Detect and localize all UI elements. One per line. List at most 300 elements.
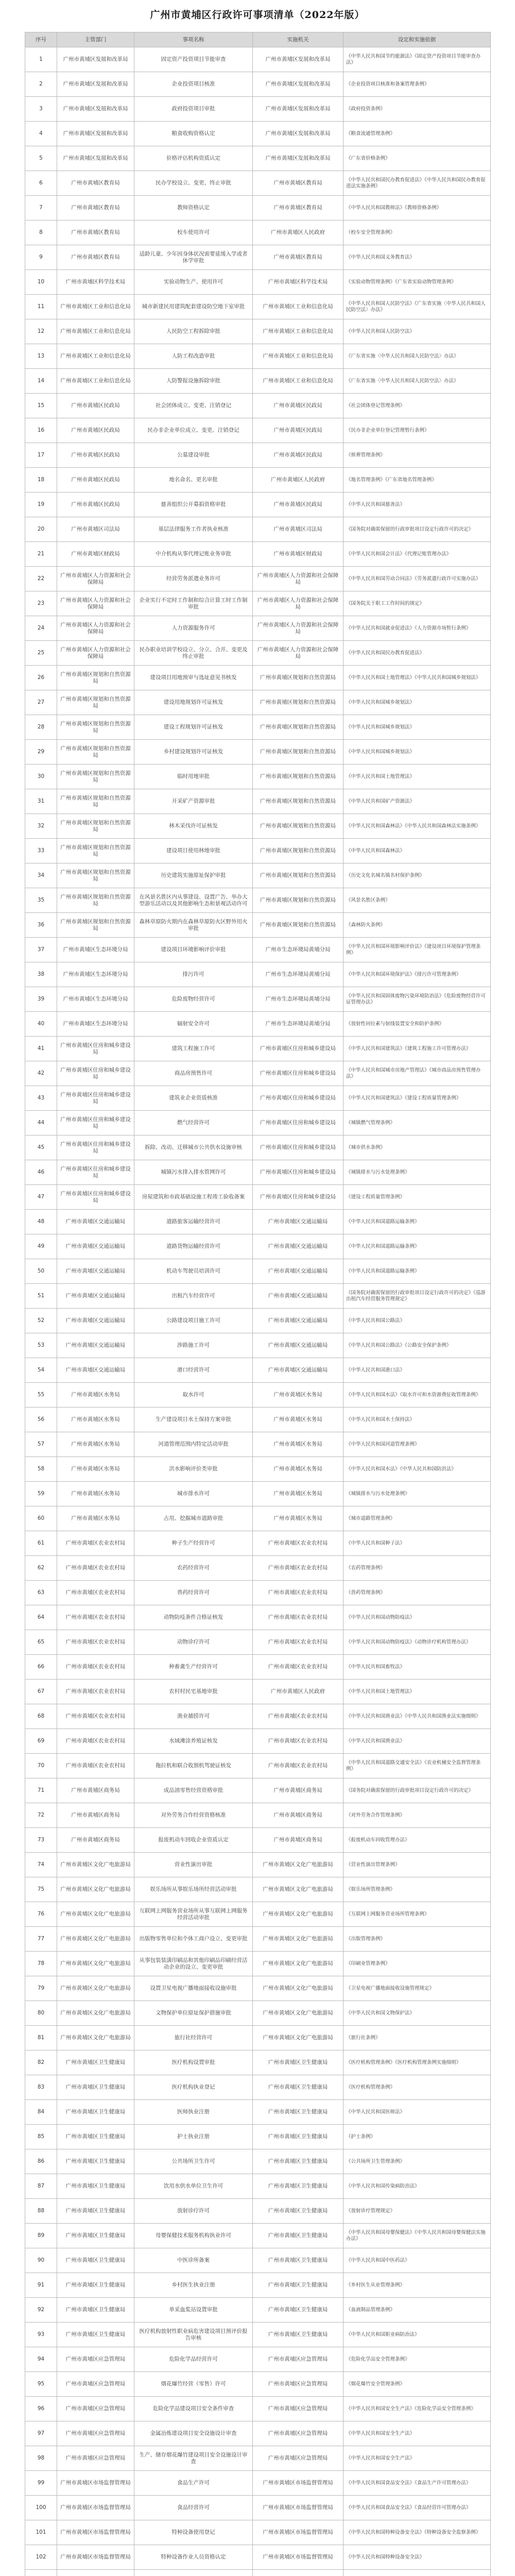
row-implementing-org: 广州市黄埔区规划和自然资源局: [253, 740, 344, 765]
row-implementing-org: 广州市黄埔区文化广电旅游局: [253, 2026, 344, 2050]
table-row: [25, 1234, 491, 1259]
row-number: 12: [25, 319, 57, 344]
row-implementing-org: 广州市黄埔区教育局: [253, 196, 344, 221]
table-row: [25, 2174, 491, 2199]
row-implementing-org: 广州市黄埔区发展和改革局: [253, 122, 344, 146]
row-item-name: 生产、储存烟花爆竹建设项目安全设施设计审查: [134, 2446, 253, 2471]
table-row: [25, 1680, 491, 1704]
row-legal-basis: 《烟花爆竹安全管理条例》: [344, 2372, 491, 2397]
table-row: [25, 2248, 491, 2273]
row-department: 广州市黄埔区规划和自然资源局: [57, 814, 134, 839]
row-item-name: 中医诊所备案: [134, 2248, 253, 2273]
row-department: 广州市黄埔区工业和信息化局: [57, 344, 134, 369]
row-implementing-org: 广州市黄埔区文化广电旅游局: [253, 1976, 344, 2001]
row-implementing-org: 广州市黄埔区工业和信息化局: [253, 295, 344, 319]
row-item-name: 民办学校设立、变更、终止审批: [134, 171, 253, 196]
row-implementing-org: 广州市黄埔区住房和城乡建设局: [253, 1037, 344, 1061]
row-legal-basis: 《报废机动车回收管理办法》: [344, 1828, 491, 1853]
row-legal-basis: 《广东省实施〈中华人民共和国人民防空法〉办法》: [344, 369, 491, 394]
row-department: 广州市黄埔区农业农村局: [57, 1605, 134, 1630]
row-department: 广州市黄埔区水务局: [57, 1482, 134, 1506]
row-number: 9: [25, 245, 57, 270]
table-row: [25, 171, 491, 196]
row-item-name: 在风景名胜区内从事建设、设置广告、举办大型游乐活动以及其他影响生态和景观活动许可: [134, 888, 253, 913]
table-row: [25, 2446, 491, 2471]
row-department: 广州市黄埔区文化广电旅游局: [57, 1853, 134, 1877]
row-item-name: 营业性演出审批: [134, 1853, 253, 1877]
table-row: [25, 1259, 491, 1284]
row-implementing-org: 广州市黄埔区文化广电旅游局: [253, 1952, 344, 1976]
row-implementing-org: 广州市黄埔区规划和自然资源局: [253, 913, 344, 938]
row-implementing-org: 广州市黄埔区应急管理局: [253, 2397, 344, 2421]
row-number: 47: [25, 1185, 57, 1210]
row-legal-basis: 《中华人民共和国节约能源法》《固定资产投资项目节能审查办法》: [344, 47, 491, 72]
row-item-name: 出版物零售单位和个体工商户设立、变更审批: [134, 1927, 253, 1952]
row-legal-basis: 《中华人民共和国道路运输条例》: [344, 1259, 491, 1284]
row-number: 16: [25, 418, 57, 443]
row-legal-basis: 《农药管理条例》: [344, 1556, 491, 1581]
row-implementing-org: 广州市黄埔区农业农村局: [253, 1556, 344, 1581]
row-legal-basis: 《旅行社条例》: [344, 2026, 491, 2050]
row-item-name: 特种设备作业人员资格认定: [134, 2545, 253, 2570]
row-item-name: 粮食收购资格认定: [134, 122, 253, 146]
row-item-name: 人防工程改造审批: [134, 344, 253, 369]
row-item-name: 烟花爆竹经营（零售）许可: [134, 2372, 253, 2397]
row-implementing-org: 广州市黄埔区规划和自然资源局: [253, 690, 344, 715]
row-legal-basis: 《中华人民共和国建筑法》《建筑工程施工许可管理办法》: [344, 1037, 491, 1061]
row-item-name: 渔业捕捞许可: [134, 1704, 253, 1729]
row-implementing-org: 广州市黄埔区住房和城乡建设局: [253, 1086, 344, 1111]
row-number: 15: [25, 394, 57, 418]
row-department: 广州市黄埔区卫生健康局: [57, 2248, 134, 2273]
row-item-name: 慈善组织公开募捐资格审批: [134, 493, 253, 517]
row-implementing-org: 广州市黄埔区住房和城乡建设局: [253, 1061, 344, 1086]
row-number: 61: [25, 1531, 57, 1556]
row-number: 89: [25, 2224, 57, 2248]
row-item-name: 种子生产经营许可: [134, 1531, 253, 1556]
row-number: 63: [25, 1581, 57, 1605]
row-number: 64: [25, 1605, 57, 1630]
row-number: 79: [25, 1976, 57, 2001]
table-row: [25, 2125, 491, 2149]
row-implementing-org: 广州市黄埔区人民政府: [253, 221, 344, 245]
row-legal-basis: 《民办非企业单位登记管理暂行条例》: [344, 418, 491, 443]
row-number: 81: [25, 2026, 57, 2050]
table-row: [25, 72, 491, 97]
row-item-name: 设置卫星电视广播地面接收设施审批: [134, 1976, 253, 2001]
row-department: 广州市黄埔区卫生健康局: [57, 2224, 134, 2248]
row-department: 广州市黄埔区规划和自然资源局: [57, 913, 134, 938]
row-legal-basis: 《中华人民共和国中医药法》: [344, 2248, 491, 2273]
row-legal-basis: 《实验动物管理条例》《广东省实验动物管理条例》: [344, 270, 491, 295]
row-number: 90: [25, 2248, 57, 2273]
row-item-name: 洪水影响评价类审批: [134, 1457, 253, 1482]
row-implementing-org: 广州市黄埔区水务局: [253, 1408, 344, 1432]
row-implementing-org: 广州市黄埔区教育局: [253, 245, 344, 270]
row-number: 28: [25, 715, 57, 740]
row-legal-basis: 《娱乐场所管理条例》: [344, 1877, 491, 1902]
row-item-name: 医疗机构设置审批: [134, 2050, 253, 2075]
row-number: 88: [25, 2199, 57, 2224]
row-department: 广州市黄埔区文化广电旅游局: [57, 1902, 134, 1927]
row-item-name: 企业实行不定时工作制和综合计算工时工作制审批: [134, 591, 253, 616]
table-row: [25, 245, 491, 270]
row-department: 广州市黄埔区发展和改革局: [57, 122, 134, 146]
row-implementing-org: 广州市黄埔区工业和信息化局: [253, 369, 344, 394]
table-row: [25, 1210, 491, 1234]
row-legal-basis: 《社会团体登记管理条例》: [344, 394, 491, 418]
row-item-name: 母婴保健技术服务机构执业许可: [134, 2224, 253, 2248]
table-row: [25, 2570, 491, 2576]
table-row: [25, 814, 491, 839]
row-implementing-org: 广州市黄埔区人力资源和社会保障局: [253, 616, 344, 641]
row-number: 56: [25, 1408, 57, 1432]
row-implementing-org: 广州市黄埔区文化广电旅游局: [253, 1902, 344, 1927]
table-row: [25, 2298, 491, 2323]
row-department: 广州市黄埔区卫生健康局: [57, 2298, 134, 2323]
row-item-name: 成品油零售经营资格审批: [134, 1778, 253, 1803]
row-legal-basis: 《国务院对确需保留的行政审批项目设定行政许可的决定》《巡游出租汽车经营服务管理规定》: [344, 1284, 491, 1309]
row-number: 19: [25, 493, 57, 517]
row-item-name: 地名命名、更名审批: [134, 468, 253, 493]
row-item-name: 社会团体成立、变更、注销登记: [134, 394, 253, 418]
table-row: [25, 1383, 491, 1408]
row-legal-basis: 《中华人民共和国文物保护法》: [344, 2001, 491, 2026]
row-implementing-org: 广州市黄埔区住房和城乡建设局: [253, 1111, 344, 1136]
row-department: 广州市黄埔区发展和改革局: [57, 146, 134, 171]
row-department: 广州市黄埔区民政局: [57, 443, 134, 468]
table-row: [25, 2001, 491, 2026]
row-item-name: 政府投资项目审批: [134, 97, 253, 122]
row-legal-basis: 《中华人民共和国固体废物污染环境防治法》《危险废物经营许可证管理办法》: [344, 987, 491, 1012]
row-implementing-org: 广州市黄埔区人力资源和社会保障局: [253, 591, 344, 616]
row-department: 广州市黄埔区交通运输局: [57, 1333, 134, 1358]
row-legal-basis: 《中华人民共和国环境保护法》《排污许可管理条例》: [344, 962, 491, 987]
row-legal-basis: 《中华人民共和国森林法》《中华人民共和国森林法实施条例》: [344, 814, 491, 839]
row-department: 广州市黄埔区水务局: [57, 1383, 134, 1408]
row-legal-basis: 《国务院关于职工工作时间的规定》: [344, 591, 491, 616]
row-number: 6: [25, 171, 57, 196]
row-number: 84: [25, 2100, 57, 2125]
row-implementing-org: 广州市黄埔区交通运输局: [253, 1333, 344, 1358]
table-row: [25, 221, 491, 245]
row-number: 74: [25, 1853, 57, 1877]
row-implementing-org: 广州市黄埔区民政局: [253, 443, 344, 468]
table-row: [25, 1333, 491, 1358]
row-number: 34: [25, 863, 57, 888]
row-item-name: 互联网上网服务营业场所从事互联网上网服务经营活动审批: [134, 1902, 253, 1927]
table-row: [25, 2075, 491, 2100]
table-row: [25, 517, 491, 542]
row-department: 广州市黄埔区人力资源和社会保障局: [57, 616, 134, 641]
row-implementing-org: 广州市生态环境局黄埔分局: [253, 987, 344, 1012]
row-number: 73: [25, 1828, 57, 1853]
table-row: [25, 1853, 491, 1877]
row-legal-basis: 《中华人民共和国建筑法》《建设工程质量管理条例》: [344, 1086, 491, 1111]
row-department: 广州市黄埔区发展和改革局: [57, 47, 134, 72]
row-item-name: 燃气经营许可: [134, 1111, 253, 1136]
table-row: [25, 1605, 491, 1630]
row-item-name: 建设用地规划许可证核发: [134, 690, 253, 715]
row-legal-basis: 《中华人民共和国人民防空法》《广东省实施〈中华人民共和国人民防空法〉办法》: [344, 295, 491, 319]
row-legal-basis: 《中华人民共和国食品安全法》《食品生产许可管理办法》: [344, 2471, 491, 2496]
table-row: [25, 839, 491, 863]
row-item-name: 建筑工程施工许可: [134, 1037, 253, 1061]
row-implementing-org: 广州市黄埔区发展和改革局: [253, 47, 344, 72]
row-number: 96: [25, 2397, 57, 2421]
header-department: 主管部门: [57, 32, 134, 47]
row-legal-basis: 《政府投资条例》: [344, 97, 491, 122]
row-implementing-org: 广州市黄埔区文化广电旅游局: [253, 2001, 344, 2026]
row-implementing-org: 广州市黄埔区交通运输局: [253, 1210, 344, 1234]
row-item-name: 取水许可: [134, 1383, 253, 1408]
table-row: [25, 1952, 491, 1976]
row-item-name: 基层法律服务工作者执业核准: [134, 517, 253, 542]
row-item-name: 经营劳务派遣业务许可: [134, 567, 253, 591]
row-item-name: 民办职业培训学校设立、分立、合并、变更及终止审批: [134, 641, 253, 666]
row-legal-basis: 《医疗机构管理条例》: [344, 2075, 491, 2100]
row-legal-basis: 《中华人民共和国环境影响评价法》《建设项目环境保护管理条例》: [344, 938, 491, 962]
row-legal-basis: 《医疗机构管理条例》《医疗机构管理条例实施细则》: [344, 2050, 491, 2075]
row-item-name: 建筑业企业资质核准: [134, 1086, 253, 1111]
row-implementing-org: 广州市黄埔区教育局: [253, 171, 344, 196]
row-number: 14: [25, 369, 57, 394]
row-department: 广州市黄埔区工业和信息化局: [57, 319, 134, 344]
row-implementing-org: 广州市黄埔区规划和自然资源局: [253, 888, 344, 913]
row-department: 广州市黄埔区商务局: [57, 1803, 134, 1828]
row-number: 68: [25, 1704, 57, 1729]
table-row: [25, 1630, 491, 1655]
row-number: 102: [25, 2545, 57, 2570]
row-department: 广州市黄埔区住房和城乡建设局: [57, 1086, 134, 1111]
row-number: 29: [25, 740, 57, 765]
table-row: [25, 987, 491, 1012]
row-department: 广州市黄埔区交通运输局: [57, 1284, 134, 1309]
row-department: 广州市黄埔区规划和自然资源局: [57, 789, 134, 814]
row-department: 广州市黄埔区应急管理局: [57, 2397, 134, 2421]
row-number: 95: [25, 2372, 57, 2397]
table-row: [25, 2545, 491, 2570]
table-row: [25, 47, 491, 72]
row-department: 广州市黄埔区交通运输局: [57, 1234, 134, 1259]
row-legal-basis: 《城市供水条例》: [344, 1136, 491, 1160]
row-legal-basis: 《中华人民共和国劳动合同法》《劳务派遣行政许可实施办法》: [344, 567, 491, 591]
table-row: [25, 1556, 491, 1581]
row-legal-basis: 《中华人民共和国土地管理法》: [344, 765, 491, 789]
row-number: 24: [25, 616, 57, 641]
row-item-name: 辐射安全许可: [134, 1012, 253, 1037]
row-number: 45: [25, 1136, 57, 1160]
row-number: 8: [25, 221, 57, 245]
row-number: 100: [25, 2496, 57, 2520]
row-item-name: 医师执业注册: [134, 2100, 253, 2125]
row-number: 35: [25, 888, 57, 913]
table-row: [25, 863, 491, 888]
table-row: [25, 542, 491, 567]
table-row: [25, 295, 491, 319]
row-implementing-org: 广州市黄埔区交通运输局: [253, 1358, 344, 1383]
row-legal-basis: 《中华人民共和国就业促进法》《人力资源市场暂行条例》: [344, 616, 491, 641]
row-legal-basis: 《中华人民共和国食品安全法》《食品经营许可管理办法》: [344, 2496, 491, 2520]
row-number: 7: [25, 196, 57, 221]
row-implementing-org: 广州市黄埔区农业农村局: [253, 1630, 344, 1655]
row-number: 69: [25, 1729, 57, 1754]
table-row: [25, 1309, 491, 1333]
row-legal-basis: 《中华人民共和国渔业法》: [344, 1729, 491, 1754]
row-department: 广州市黄埔区规划和自然资源局: [57, 888, 134, 913]
row-legal-basis: 《中华人民共和国道路运输条例》: [344, 1210, 491, 1234]
row-number: 53: [25, 1333, 57, 1358]
row-number: 3: [25, 97, 57, 122]
row-number: 38: [25, 962, 57, 987]
row-number: 22: [25, 567, 57, 591]
table-row: [25, 2199, 491, 2224]
row-department: 广州市黄埔区文化广电旅游局: [57, 2001, 134, 2026]
row-item-name: 公共场所卫生许可: [134, 2149, 253, 2174]
row-legal-basis: 《城市道路管理条例》: [344, 1506, 491, 1531]
table-row: [25, 1581, 491, 1605]
table-row: [25, 2323, 491, 2347]
row-item-name: 港口经营许可: [134, 1358, 253, 1383]
row-department: 广州市黄埔区水务局: [57, 1506, 134, 1531]
row-item-name: 房屋建筑和市政基础设施工程竣工验收备案: [134, 1185, 253, 1210]
row-number: 99: [25, 2471, 57, 2496]
table-row: [25, 1976, 491, 2001]
row-implementing-org: 广州市黄埔区农业农村局: [253, 1531, 344, 1556]
row-implementing-org: 广州市黄埔区卫生健康局: [253, 2199, 344, 2224]
row-department: 广州市黄埔区农业农村局: [57, 1581, 134, 1605]
table-row: [25, 146, 491, 171]
table-row: [25, 1482, 491, 1506]
row-item-name: 危险废物经营许可: [134, 987, 253, 1012]
table-row: [25, 2520, 491, 2545]
row-department: 广州市黄埔区商务局: [57, 1778, 134, 1803]
row-implementing-org: 广州市黄埔区规划和自然资源局: [253, 765, 344, 789]
row-implementing-org: 广州市黄埔区水务局: [253, 1506, 344, 1531]
row-legal-basis: 《中华人民共和国渔业法》《中华人民共和国渔业法实施细则》: [344, 1704, 491, 1729]
table-row: [25, 616, 491, 641]
row-department: 广州市黄埔区农业农村局: [57, 1704, 134, 1729]
row-item-name: 拖拉机和联合收割机驾驶证核发: [134, 1754, 253, 1778]
table-row: [25, 1754, 491, 1778]
row-department: 广州市黄埔区应急管理局: [57, 2372, 134, 2397]
row-number: 2: [25, 72, 57, 97]
table-row: [25, 1877, 491, 1902]
row-implementing-org: 广州市黄埔区规划和自然资源局: [253, 666, 344, 690]
row-implementing-org: 广州市黄埔区卫生健康局: [253, 2100, 344, 2125]
row-item-name: 生产建设项目水土保持方案审批: [134, 1408, 253, 1432]
row-department: 广州市黄埔区卫生健康局: [57, 2100, 134, 2125]
row-number: 39: [25, 987, 57, 1012]
row-department: 广州市黄埔区工业和信息化局: [57, 369, 134, 394]
table-row: [25, 443, 491, 468]
row-item-name: 对外劳务合作经营资格核准: [134, 1803, 253, 1828]
row-number: 60: [25, 1506, 57, 1531]
row-department: 广州市黄埔区应急管理局: [57, 2446, 134, 2471]
row-department: 广州市黄埔区卫生健康局: [57, 2174, 134, 2199]
row-implementing-org: 广州市黄埔区水务局: [253, 1457, 344, 1482]
row-item-name: 校车使用许可: [134, 221, 253, 245]
row-number: 78: [25, 1952, 57, 1976]
row-implementing-org: 广州市黄埔区农业农村局: [253, 1729, 344, 1754]
row-number: 59: [25, 1482, 57, 1506]
row-legal-basis: 《放射性同位素与射线装置安全和防护条例》: [344, 1012, 491, 1037]
row-number: 18: [25, 468, 57, 493]
row-number: 93: [25, 2323, 57, 2347]
table-row: [25, 591, 491, 616]
row-department: 广州市黄埔区财政局: [57, 542, 134, 567]
row-number: 58: [25, 1457, 57, 1482]
row-department: 广州市黄埔区住房和城乡建设局: [57, 1136, 134, 1160]
table-row: [25, 2026, 491, 2050]
table-row: [25, 2100, 491, 2125]
table-row: [25, 319, 491, 344]
row-department: 广州市黄埔区交通运输局: [57, 1259, 134, 1284]
row-implementing-org: 广州市黄埔区司法局: [253, 517, 344, 542]
row-implementing-org: 广州市黄埔区交通运输局: [253, 1309, 344, 1333]
row-number: 76: [25, 1902, 57, 1927]
table-row: [25, 1061, 491, 1086]
row-legal-basis: 《中华人民共和国河道管理条例》: [344, 1432, 491, 1457]
row-item-name: 危险化学品建设项目安全条件审查: [134, 2397, 253, 2421]
row-implementing-org: 广州市黄埔区卫生健康局: [253, 2149, 344, 2174]
table-row: [25, 1432, 491, 1457]
row-number: 17: [25, 443, 57, 468]
row-legal-basis: 《印刷业管理条例》: [344, 1952, 491, 1976]
row-department: 广州市黄埔区民政局: [57, 418, 134, 443]
row-implementing-org: 广州市黄埔区发展和改革局: [253, 72, 344, 97]
row-number: 31: [25, 789, 57, 814]
table-row: [25, 1160, 491, 1185]
table-row: [25, 493, 491, 517]
table-row: [25, 2372, 491, 2397]
row-department: 广州市黄埔区生态环境分局: [57, 962, 134, 987]
row-implementing-org: 广州市黄埔区文化广电旅游局: [253, 1927, 344, 1952]
row-implementing-org: 广州市黄埔区人民政府: [253, 1680, 344, 1704]
table-row: [25, 1284, 491, 1309]
row-implementing-org: 广州市黄埔区卫生健康局: [253, 2248, 344, 2273]
header-legal-basis: 设定和实施依据: [344, 32, 491, 47]
row-legal-basis: 《放射诊疗管理规定》: [344, 2199, 491, 2224]
row-department: 广州市黄埔区规划和自然资源局: [57, 863, 134, 888]
row-legal-basis: 《血液制品管理条例》: [344, 2298, 491, 2323]
row-department: 广州市黄埔区生态环境分局: [57, 1012, 134, 1037]
row-legal-basis: 《中华人民共和国土地管理法》: [344, 1680, 491, 1704]
row-item-name: 农药经营许可: [134, 1556, 253, 1581]
row-item-name: 城市排水许可: [134, 1482, 253, 1506]
row-department: 广州市黄埔区水务局: [57, 1408, 134, 1432]
row-implementing-org: 广州市黄埔区市场监督管理局: [253, 2471, 344, 2496]
row-implementing-org: 广州市黄埔区商务局: [253, 1803, 344, 1828]
table-row: [25, 2496, 491, 2520]
row-department: 广州市黄埔区卫生健康局: [57, 2125, 134, 2149]
row-department: 广州市黄埔区交通运输局: [57, 1309, 134, 1333]
row-implementing-org: 广州市黄埔区市场监督管理局: [253, 2545, 344, 2570]
row-number: 41: [25, 1037, 57, 1061]
row-item-name: 医疗机构放射性职业病危害建设项目预评价报告审核: [134, 2323, 253, 2347]
row-number: 37: [25, 938, 57, 962]
table-row: [25, 938, 491, 962]
row-item-name: 特种设备使用登记: [134, 2520, 253, 2545]
row-department: 广州市黄埔区民政局: [57, 493, 134, 517]
row-implementing-org: 广州市黄埔区民政局: [253, 493, 344, 517]
table-row: [25, 418, 491, 443]
row-department: 广州市黄埔区文化广电旅游局: [57, 1927, 134, 1952]
row-legal-basis: 《中华人民共和国公路法》: [344, 1309, 491, 1333]
row-legal-basis: 《国务院对确需保留的行政审批项目设定行政许可的决定》: [344, 517, 491, 542]
row-implementing-org: 广州市黄埔区水务局: [253, 1482, 344, 1506]
row-legal-basis: 《城镇排水与污水处理条例》: [344, 1160, 491, 1185]
